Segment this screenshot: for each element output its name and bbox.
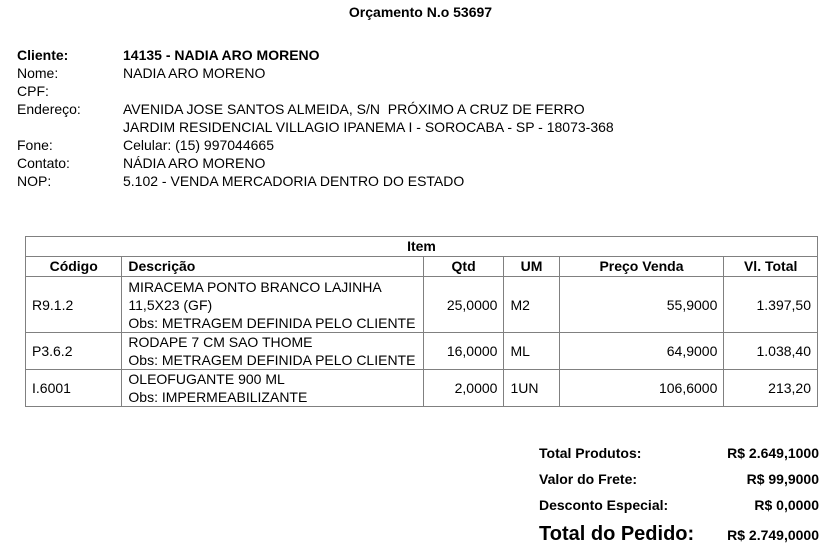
row-code: I.6001 [26,370,122,407]
cpf-row [17,82,614,100]
row-qtd: 2,0000 [423,370,504,407]
items-table [25,236,818,407]
header-um: UM [504,257,559,277]
total-produtos-label: Total Produtos: [539,445,642,461]
row-price: 55,9000 [559,277,724,333]
contato-label: Contato: [17,155,70,171]
row-um: ML [504,333,559,370]
table-row [26,277,818,333]
row-desc-line1: OLEOFUGANTE 900 ML [128,371,285,387]
total-pedido-value: R$ 2.749,0000 [727,527,819,543]
row-total: 1.038,40 [724,333,818,370]
header-total: Vl. Total [724,257,818,277]
row-code: R9.1.2 [26,277,122,333]
row-obs: Obs: IMPERMEABILIZANTE [128,389,308,405]
valor-frete-label: Valor do Frete: [539,471,638,487]
row-um: 1UN [504,370,559,407]
header-desc: Descrição [122,257,423,277]
row-desc-line1: MIRACEMA PONTO BRANCO LAJINHA [128,278,382,295]
table-row [26,333,818,370]
table-row [26,370,818,407]
endereco-row [17,100,614,118]
nop-row [17,172,614,190]
header-qtd: Qtd [423,257,504,277]
desconto-row [539,497,819,523]
nop-label: NOP: [17,173,52,189]
fone-value: Celular: (15) 997044665 [123,137,274,153]
contato-row [17,154,614,172]
row-qtd: 16,0000 [423,333,504,370]
contato-value: NÁDIA ARO MORENO [123,155,266,171]
row-price: 64,9000 [559,333,724,370]
total-produtos-value: R$ 2.649,1000 [727,445,819,461]
row-total: 213,20 [724,370,818,407]
table-caption-row [26,237,818,257]
row-obs: Obs: METRAGEM DEFINIDA PELO CLIENTE [128,314,416,331]
row-price: 106,6000 [559,370,724,407]
row-desc-line2: 11,5X23 (GF) [128,296,213,313]
valor-frete-value: R$ 99,9000 [746,471,819,487]
endereco-label: Endereço: [17,101,81,117]
fone-row [17,136,614,154]
customer-info [17,46,614,190]
row-total: 1.397,50 [724,277,818,333]
row-desc [122,370,423,407]
nop-value: 5.102 - VENDA MERCADORIA DENTRO DO ESTADO [123,173,465,189]
endereco-line1: AVENIDA JOSE SANTOS ALMEIDA, S/N PRÓXIMO A CRUZ DE FERRO [123,101,585,117]
valor-frete-row [539,471,819,497]
row-um: M2 [504,277,559,333]
nome-value: NADIA ARO MORENO [123,65,266,81]
fone-label: Fone: [17,137,53,153]
header-code: Código [26,257,122,277]
nome-label: Nome: [17,65,59,81]
desconto-value: R$ 0,0000 [754,497,819,513]
row-desc-line1: RODAPE 7 CM SAO THOME [128,334,313,350]
page-title: Orçamento N.o 53697 [348,4,493,20]
cpf-label: CPF: [17,83,49,99]
desconto-label: Desconto Especial: [539,497,669,513]
row-desc [122,333,423,370]
total-pedido-label: Total do Pedido: [539,523,695,545]
endereco-row-2 [17,118,614,136]
cliente-label: Cliente: [17,47,69,63]
row-code: P3.6.2 [26,333,122,370]
cliente-row [17,46,614,64]
table-header-row [26,257,818,277]
row-obs: Obs: METRAGEM DEFINIDA PELO CLIENTE [128,352,416,368]
total-pedido-row [539,523,819,549]
cliente-value: 14135 - NADIA ARO MORENO [123,47,320,63]
row-desc [122,277,423,333]
endereco-line2: JARDIM RESIDENCIAL VILLAGIO IPANEMA I - SOROCABA - SP - 18073-368 [123,119,614,135]
table-caption: Item [26,237,818,257]
header-price: Preço Venda [559,257,724,277]
nome-row [17,64,614,82]
row-qtd: 25,0000 [423,277,504,333]
totals-block [539,445,819,549]
total-produtos-row [539,445,819,471]
